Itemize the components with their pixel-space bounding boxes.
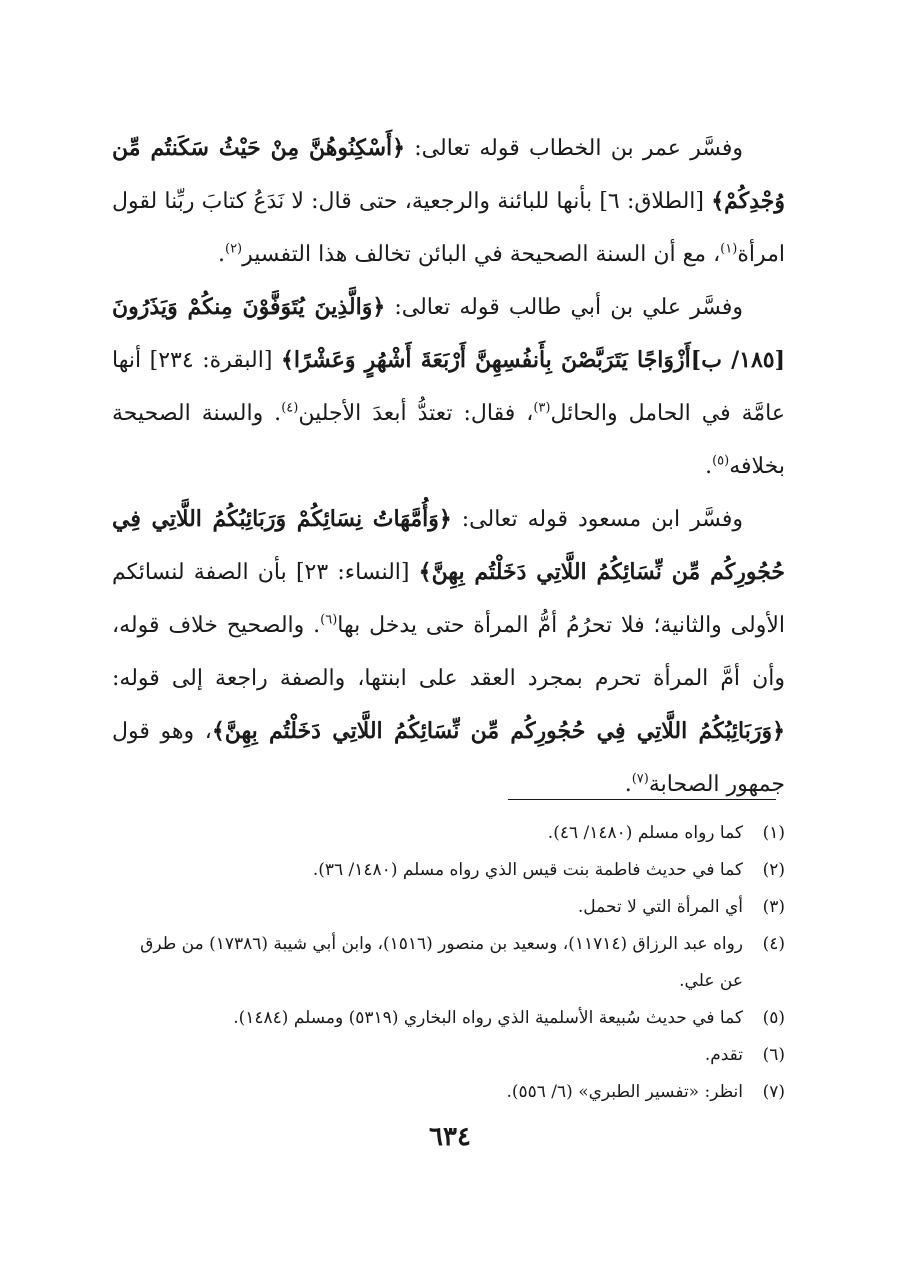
footnote-number: (١) (762, 823, 785, 843)
footnotes (112, 815, 785, 1111)
footnote-number: (٥) (762, 1008, 785, 1028)
footnote-divider (508, 799, 776, 800)
paragraph-text: [البقرة: ٢٣٤] أنها عامَّة في الحامل والحائل (112, 348, 785, 426)
footnote-7 (112, 1074, 785, 1111)
footnote-6 (112, 1037, 785, 1074)
footnote-text: رواه عبد الرزاق (١١٧١٤)، وسعيد بن منصور (١٥١٦)، وابن أبي شيبة (١٧٣٨٦) من طرق عن علي. (140, 934, 743, 991)
footnote-ref: (٤) (281, 400, 299, 416)
footnote-text: كما رواه مسلم (١٤٨٠/ ٤٦). (547, 823, 743, 843)
footnote-2 (112, 852, 785, 889)
quran-verse: ﴿أَسْكِنُوهُنَّ مِنْ حَيْثُ سَكَنتُم مِّن وُجْدِكُمْ﴾ (112, 135, 785, 214)
paragraph-end: . (624, 772, 632, 797)
footnote-text: أي المرأة التي لا تحمل. (577, 897, 743, 917)
footnote-ref: (٧) (631, 771, 649, 787)
footnote-3 (112, 889, 785, 926)
paragraph-text: . والصحيح خلاف قوله، وأن أمَّ المرأة تحرم بمجرد العقد على ابنتها، والصفة راجعة إلى قوله: (112, 613, 785, 691)
paragraph-umar (112, 122, 785, 281)
footnote-ref: (٦) (320, 612, 338, 628)
paragraph-text: [النساء: ٢٣] بأن الصفة لنسائكم الأولى والثانية؛ فلا تحرُمُ أمُّ المرأة حتى يدخل بها (112, 560, 785, 638)
footnote-ref: (٥) (712, 453, 730, 469)
paragraph-end: . (217, 242, 225, 267)
footnote-number: (٧) (762, 1082, 785, 1102)
footnote-ref: (١) (720, 241, 738, 257)
paragraph-text: ، وهو قول جمهور الصحابة (112, 719, 785, 797)
main-text (112, 122, 785, 811)
footnote-number: (٤) (762, 934, 785, 954)
footnote-text: تقدم. (704, 1045, 743, 1065)
footnote-ref: (٣) (533, 400, 551, 416)
paragraph-text: ، فقال: تعتدُّ أبعدَ الأجلين (298, 401, 534, 426)
footnote-text: كما في حديث سُبيعة الأسلمية الذي رواه البخاري (٥٣١٩) ومسلم (١٤٨٤). (233, 1008, 743, 1028)
paragraph-lead: وفسَّر ابن مسعود قوله تعالى: (451, 507, 743, 532)
footnote-text: انظر: «تفسير الطبري» (٦/ ٥٥٦). (506, 1082, 743, 1102)
paragraph-ibn-masud (112, 493, 785, 811)
paragraph-lead: وفسَّر عمر بن الخطاب قوله تعالى: (405, 136, 743, 161)
footnote-ref: (٢) (224, 241, 243, 257)
paragraph-text: ، مع أن السنة الصحيحة في البائن تخالف هذا التفسير (242, 242, 721, 267)
footnote-number: (٦) (762, 1045, 785, 1065)
paragraph-end: . (705, 454, 713, 479)
quran-verse: ﴿وَالَّذِينَ يُتَوَفَّوْنَ مِنكُمْ وَيَذَرُونَ [١٨٥/ ب]أَزْوَاجًا يَتَرَبَّصْنَ بِأَنفُسِهِنَّ أَرْبَعَةَ أَشْهُرٍ وَعَشْرًا﴾ (112, 294, 786, 373)
footnote-4 (112, 926, 785, 1000)
paragraph-ali (112, 281, 785, 493)
footnote-number: (٢) (762, 860, 785, 880)
paragraph-text: [الطلاق: ٦] بأنها للبائنة والرجعية، حتى قال: لا نَدَعُ كتابَ ربِّنا لقول امرأة (112, 189, 785, 267)
page-number: ٦٣٤ (429, 1122, 471, 1152)
paragraph-text: . والسنة الصحيحة بخلافه (112, 401, 785, 479)
footnote-number: (٣) (762, 897, 785, 917)
paragraph-lead: وفسَّر علي بن أبي طالب قوله تعالى: (385, 295, 743, 320)
quran-verse: ﴿وَرَبَائِبُكُمُ اللَّاتِي فِي حُجُورِكُم مِّن نِّسَائِكُمُ اللَّاتِي دَخَلْتُم بِهِنَّ﴾ (211, 718, 785, 744)
footnote-text: كما في حديث فاطمة بنت قيس الذي رواه مسلم (١٤٨٠/ ٣٦). (312, 860, 743, 880)
quran-verse: ﴿وَأُمَّهَاتُ نِسَائِكُمْ وَرَبَائِبُكُمُ اللَّاتِي فِي حُجُورِكُم مِّن نِّسَائِكُمُ اللَّاتِي دَخَلْتُم بِهِنَّ﴾ (112, 506, 785, 585)
footnote-5 (112, 1000, 785, 1037)
footnote-1 (112, 815, 785, 852)
